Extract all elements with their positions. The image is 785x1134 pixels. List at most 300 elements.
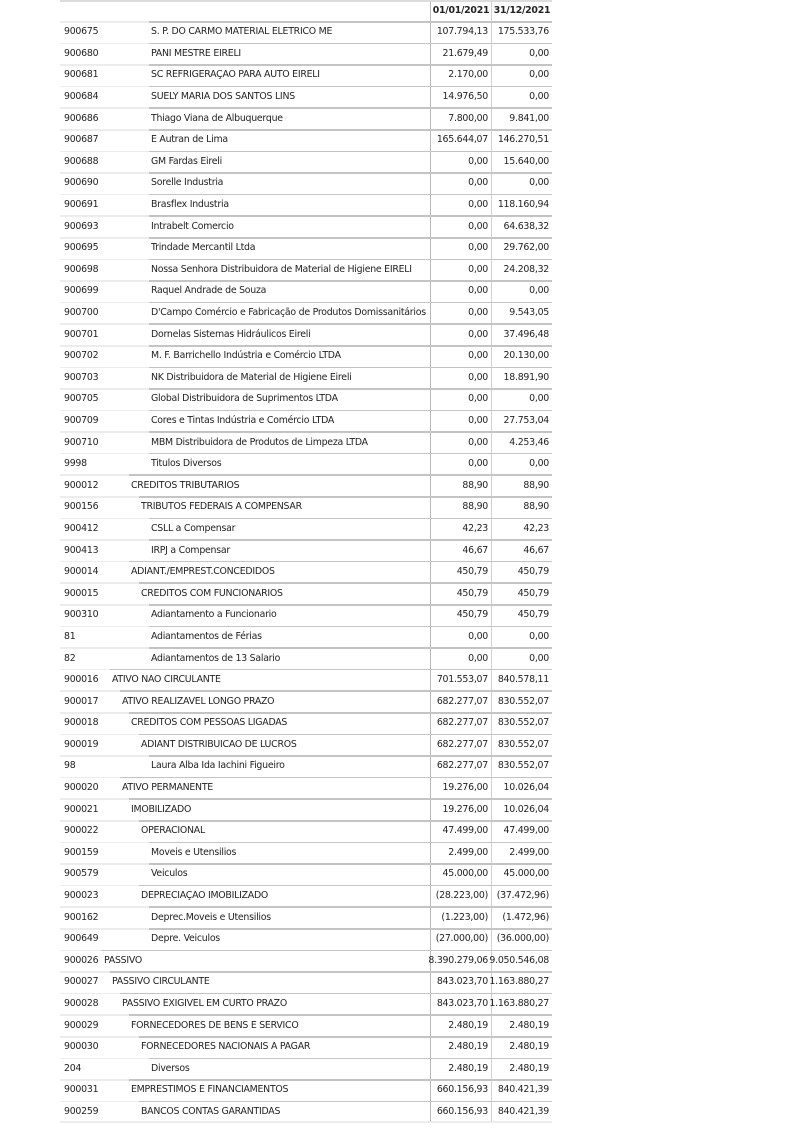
value-end: 450,79	[491, 582, 552, 604]
account-label: ATIVO NÃO CIRCULANTE	[112, 674, 221, 686]
table-row	[60, 1014, 552, 1036]
value-end: 29.762,00	[491, 237, 552, 259]
account-code: 900705	[64, 393, 99, 405]
value-end: 0,00	[491, 64, 552, 86]
value-end: 4.253,46	[491, 431, 552, 453]
row-separator	[139, 496, 552, 498]
table-row	[60, 410, 552, 432]
account-code: 900027	[64, 976, 99, 988]
value-start: (1.223,00)	[430, 906, 491, 928]
table-row	[60, 259, 552, 281]
account-code: 900028	[64, 998, 99, 1010]
account-code: 98	[64, 760, 76, 772]
account-label: GM Fardas Eireli	[151, 155, 223, 167]
value-start: 701.553,07	[430, 669, 491, 691]
value-end: 840.421,39	[491, 1101, 552, 1123]
row-separator	[149, 842, 552, 844]
table-row	[60, 755, 552, 777]
row-separator	[149, 194, 552, 196]
table-row	[60, 626, 552, 648]
header-date-start: 01/01/2021	[430, 0, 491, 21]
row-separator	[149, 1058, 552, 1060]
value-start: 843.023,70	[430, 971, 491, 993]
value-end: 24.208,32	[491, 259, 552, 281]
row-separator	[149, 323, 552, 325]
account-label: Global Distribuidora de Suprimentos LTDA	[151, 393, 338, 405]
value-end: 1.163.880,27	[491, 993, 552, 1015]
row-separator	[139, 1101, 552, 1103]
account-label: Raquel Andrade de Souza	[151, 285, 267, 297]
row-separator	[120, 993, 552, 995]
table-row	[60, 345, 552, 367]
row-separator	[149, 345, 552, 347]
value-end: 27.753,04	[491, 410, 552, 432]
value-end: 2.480,19	[491, 1058, 552, 1080]
row-separator	[129, 1014, 552, 1016]
row-separator	[149, 388, 552, 390]
account-code: 900693	[64, 220, 99, 232]
account-label: Adiantamentos de Férias	[151, 630, 262, 642]
table-row	[60, 172, 552, 194]
table-row	[60, 129, 552, 151]
value-start: 682.277,07	[430, 755, 491, 777]
value-start: 0,00	[430, 345, 491, 367]
table-row	[60, 842, 552, 864]
table-row	[60, 604, 552, 626]
value-start: 0,00	[430, 172, 491, 194]
table-row	[60, 194, 552, 216]
value-end: 9.841,00	[491, 107, 552, 129]
account-code: 900709	[64, 414, 99, 426]
value-end: 0,00	[491, 280, 552, 302]
row-separator	[149, 647, 552, 649]
account-code: 900680	[64, 47, 99, 59]
table-row	[60, 582, 552, 604]
account-label: ADIANT./EMPREST.CONCEDIDOS	[131, 566, 275, 578]
account-code: 900023	[64, 890, 99, 902]
table-row	[60, 323, 552, 345]
table-row	[60, 669, 552, 691]
row-separator	[149, 604, 552, 606]
value-end: 840.578,11	[491, 669, 552, 691]
table-row	[60, 151, 552, 173]
account-code: 900015	[64, 587, 99, 599]
table-row	[60, 1036, 552, 1058]
value-end: 450,79	[491, 561, 552, 583]
value-end: 0,00	[491, 626, 552, 648]
account-code: 900579	[64, 868, 99, 880]
value-start: 2.480,19	[430, 1014, 491, 1036]
account-code: 900412	[64, 522, 99, 534]
account-code: 900031	[64, 1084, 99, 1096]
account-label: Thiago Viana de Albuquerque	[151, 112, 283, 124]
account-label: Intrabelt Comercio	[151, 220, 234, 232]
value-end: 2.499,00	[491, 842, 552, 864]
account-label: IMOBILIZADO	[131, 803, 192, 815]
value-start: 0,00	[430, 647, 491, 669]
table-row	[60, 215, 552, 237]
value-start: 682.277,07	[430, 734, 491, 756]
account-label: BANCOS CONTAS GARANTIDAS	[141, 1105, 281, 1117]
value-start: 0,00	[430, 323, 491, 345]
account-code: 900695	[64, 242, 99, 254]
table-row	[60, 712, 552, 734]
row-separator	[149, 626, 552, 628]
account-label: CSLL a Compensar	[151, 522, 236, 534]
value-end: 0,00	[491, 647, 552, 669]
header-date-end: 31/12/2021	[491, 0, 552, 21]
row-separator	[149, 107, 552, 109]
account-label: ATIVO REALIZAVEL LONGO PRAZO	[122, 695, 275, 707]
value-end: 830.552,07	[491, 734, 552, 756]
value-end: 0,00	[491, 453, 552, 475]
account-label: Trindade Mercantil Ltda	[151, 242, 256, 254]
value-end: 0,00	[491, 43, 552, 65]
value-start: 0,00	[430, 626, 491, 648]
account-code: 900700	[64, 307, 99, 319]
table-row	[60, 777, 552, 799]
value-start: 0,00	[430, 453, 491, 475]
table-row	[60, 971, 552, 993]
account-label: S. P. DO CARMO MATERIAL ELETRICO ME	[151, 26, 333, 38]
account-code: 900675	[64, 26, 99, 38]
table-row	[60, 453, 552, 475]
account-code: 900701	[64, 328, 99, 340]
value-start: 88,90	[430, 474, 491, 496]
value-start: 682.277,07	[430, 712, 491, 734]
value-end: 175.533,76	[491, 21, 552, 43]
value-start: (28.223,00)	[430, 885, 491, 907]
value-start: 0,00	[430, 151, 491, 173]
table-body	[60, 21, 552, 1122]
value-end: 9.543,05	[491, 302, 552, 324]
account-code: 900691	[64, 199, 99, 211]
table-row	[60, 993, 552, 1015]
row-separator	[149, 64, 552, 66]
value-start: 19.276,00	[430, 798, 491, 820]
value-start: 660.156,93	[430, 1101, 491, 1123]
account-code: 900030	[64, 1041, 99, 1053]
value-start: 843.023,70	[430, 993, 491, 1015]
row-separator	[149, 129, 552, 131]
account-code: 900026	[64, 954, 99, 966]
value-end: 2.480,19	[491, 1014, 552, 1036]
account-code: 900684	[64, 91, 99, 103]
account-code: 9998	[64, 458, 87, 470]
account-code: 900702	[64, 350, 99, 362]
value-end: 1.163.880,27	[491, 971, 552, 993]
row-separator	[149, 86, 552, 88]
table-row	[60, 950, 552, 972]
row-separator	[139, 885, 552, 887]
row-separator	[149, 453, 552, 455]
table-row	[60, 388, 552, 410]
value-start: 0,00	[430, 388, 491, 410]
value-end: 20.130,00	[491, 345, 552, 367]
account-label: Laura Alba Ida Iachini Figueiro	[151, 760, 285, 772]
value-end: 450,79	[491, 604, 552, 626]
account-label: Depre. Veiculos	[151, 933, 220, 945]
value-start: 2.170,00	[430, 64, 491, 86]
value-end: 45.000,00	[491, 863, 552, 885]
account-code: 900710	[64, 436, 99, 448]
value-start: 7.800,00	[430, 107, 491, 129]
account-code: 900698	[64, 263, 99, 275]
account-label: Sorelle Industria	[151, 177, 224, 189]
table-row	[60, 820, 552, 842]
value-end: (36.000,00)	[491, 928, 552, 950]
table-row	[60, 107, 552, 129]
account-label: D'Campo Comércio e Fabricação de Produtos Domissanitários	[151, 307, 426, 319]
value-end: 830.552,07	[491, 712, 552, 734]
row-separator	[149, 172, 552, 174]
row-separator	[149, 259, 552, 261]
account-code: 900310	[64, 609, 99, 621]
value-start: 450,79	[430, 561, 491, 583]
row-separator	[149, 906, 552, 908]
table-row	[60, 928, 552, 950]
value-start: 2.480,19	[430, 1036, 491, 1058]
account-code: 900029	[64, 1019, 99, 1031]
value-end: 830.552,07	[491, 755, 552, 777]
row-separator	[149, 280, 552, 282]
value-end: 9.050.546,08	[491, 950, 552, 972]
table-row	[60, 496, 552, 518]
account-label: PANI MESTRE EIRELI	[151, 47, 241, 59]
value-start: 0,00	[430, 237, 491, 259]
table-row	[60, 302, 552, 324]
value-start: 450,79	[430, 582, 491, 604]
account-label: Nossa Senhora Distribuidora de Material de Higiene EIRELI	[151, 263, 412, 275]
account-code: 900686	[64, 112, 99, 124]
table-row	[60, 431, 552, 453]
account-code: 900687	[64, 134, 99, 146]
table-row	[60, 237, 552, 259]
value-start: (27.000,00)	[430, 928, 491, 950]
row-separator	[149, 237, 552, 239]
value-end: 64.638,32	[491, 215, 552, 237]
account-label: Adiantamento a Funcionario	[151, 609, 277, 621]
value-start: 660.156,93	[430, 1079, 491, 1101]
table-row	[60, 474, 552, 496]
value-end: 46,67	[491, 539, 552, 561]
table-row	[60, 561, 552, 583]
table-row	[60, 367, 552, 389]
value-start: 107.794,13	[430, 21, 491, 43]
account-label: ATIVO PERMANENTE	[122, 782, 213, 794]
value-start: 0,00	[430, 367, 491, 389]
value-end: 830.552,07	[491, 690, 552, 712]
account-label: Dornelas Sistemas Hidráulicos Eireli	[151, 328, 311, 340]
account-code: 900159	[64, 846, 99, 858]
table-row	[60, 43, 552, 65]
account-label: FORNECEDORES DE BENS E SERVICO	[131, 1019, 299, 1031]
value-start: 682.277,07	[430, 690, 491, 712]
table-row	[60, 798, 552, 820]
account-code: 900690	[64, 177, 99, 189]
account-label: Moveis e Utensilios	[151, 846, 237, 858]
account-code: 900021	[64, 803, 99, 815]
account-label: PASSIVO CIRCULANTE	[112, 976, 210, 988]
row-separator	[149, 43, 552, 45]
value-start: 0,00	[430, 302, 491, 324]
table-row	[60, 518, 552, 540]
value-end: 10.026,04	[491, 777, 552, 799]
value-start: 21.679,49	[430, 43, 491, 65]
value-end: 840.421,39	[491, 1079, 552, 1101]
value-end: 146.270,51	[491, 129, 552, 151]
row-separator	[129, 561, 552, 563]
account-code: 900259	[64, 1105, 99, 1117]
row-separator	[139, 1036, 552, 1038]
table-row	[60, 539, 552, 561]
account-code: 900703	[64, 371, 99, 383]
account-label: Deprec.Moveis e Utensilios	[151, 911, 271, 923]
account-label: E Autran de Lima	[151, 134, 228, 146]
account-code: 900699	[64, 285, 99, 297]
row-separator	[120, 690, 552, 692]
balance-sheet-table	[60, 0, 552, 1122]
account-code: 900019	[64, 738, 99, 750]
value-start: 450,79	[430, 604, 491, 626]
row-separator	[149, 302, 552, 304]
account-code: 900022	[64, 825, 99, 837]
value-end: (1.472,96)	[491, 906, 552, 928]
row-separator	[110, 971, 552, 973]
row-separator	[129, 1079, 552, 1081]
row-separator	[101, 950, 552, 952]
table-row	[60, 734, 552, 756]
account-label: CREDITOS COM FUNCIONARIOS	[141, 587, 283, 599]
row-separator	[149, 410, 552, 412]
account-label: Titulos Diversos	[151, 458, 222, 470]
account-label: PASSIVO	[104, 954, 143, 966]
account-code: 900688	[64, 155, 99, 167]
value-end: 88,90	[491, 474, 552, 496]
row-separator	[149, 151, 552, 153]
table-row	[60, 1101, 552, 1123]
row-separator	[149, 755, 552, 757]
account-code: 900162	[64, 911, 99, 923]
value-end: (37.472,96)	[491, 885, 552, 907]
account-code: 900649	[64, 933, 99, 945]
table-row	[60, 690, 552, 712]
row-separator	[129, 712, 552, 714]
table-row	[60, 647, 552, 669]
value-start: 42,23	[430, 518, 491, 540]
value-end: 15.640,00	[491, 151, 552, 173]
value-end: 118.160,94	[491, 194, 552, 216]
value-end: 0,00	[491, 172, 552, 194]
account-code: 900017	[64, 695, 99, 707]
value-end: 42,23	[491, 518, 552, 540]
table-row	[60, 885, 552, 907]
account-code: 900012	[64, 479, 99, 491]
row-separator	[149, 21, 552, 23]
value-end: 18.891,90	[491, 367, 552, 389]
row-separator	[110, 669, 552, 671]
account-label: Veiculos	[151, 868, 188, 880]
row-separator	[149, 863, 552, 865]
account-code: 900413	[64, 544, 99, 556]
value-start: 2.480,19	[430, 1058, 491, 1080]
account-label: SUELY MARIA DOS SANTOS LINS	[151, 91, 295, 103]
value-start: 0,00	[430, 194, 491, 216]
account-code: 900156	[64, 501, 99, 513]
account-label: M. F. Barrichello Indústria e Comércio LTDA	[151, 350, 341, 362]
row-separator	[149, 367, 552, 369]
table-row	[60, 21, 552, 43]
table-row	[60, 863, 552, 885]
table-header-row	[60, 0, 552, 21]
value-end: 10.026,04	[491, 798, 552, 820]
table-row	[60, 280, 552, 302]
account-label: FORNECEDORES NACIONAIS A PAGAR	[141, 1041, 311, 1053]
account-label: TRIBUTOS FEDERAIS A COMPENSAR	[141, 501, 302, 513]
row-separator	[149, 431, 552, 433]
table-row	[60, 86, 552, 108]
value-start: 0,00	[430, 215, 491, 237]
table-row	[60, 906, 552, 928]
value-start: 46,67	[430, 539, 491, 561]
row-separator	[149, 518, 552, 520]
value-start: 88,90	[430, 496, 491, 518]
account-label: Cores e Tintas Indústria e Comércio LTDA	[151, 414, 335, 426]
row-separator	[149, 928, 552, 930]
account-label: PASSIVO EXIGÍVEL EM CURTO PRAZO	[122, 998, 287, 1010]
account-code: 204	[64, 1062, 82, 1074]
row-separator	[149, 215, 552, 217]
value-start: 45.000,00	[430, 863, 491, 885]
account-code: 900018	[64, 717, 99, 729]
account-code: 900014	[64, 566, 99, 578]
account-label: CREDITOS COM PESSOAS LIGADAS	[131, 717, 288, 729]
account-label: Adiantamentos de 13 Salario	[151, 652, 281, 664]
value-end: 37.496,48	[491, 323, 552, 345]
account-code: 81	[64, 630, 76, 642]
value-start: 2.499,00	[430, 842, 491, 864]
account-label: SC REFRIGERAÇÃO PARA AUTO EIRELI	[151, 69, 320, 81]
account-label: MBM Distribuidora de Produtos de Limpeza LTDA	[151, 436, 368, 448]
account-label: EMPRÉSTIMOS E FINANCIAMENTOS	[131, 1084, 289, 1096]
account-code: 82	[64, 652, 76, 664]
value-start: 0,00	[430, 259, 491, 281]
row-separator	[149, 539, 552, 541]
table-row	[60, 64, 552, 86]
account-code: 900016	[64, 674, 99, 686]
value-start: 14.976,50	[430, 86, 491, 108]
row-separator	[129, 474, 552, 476]
value-start: 19.276,00	[430, 777, 491, 799]
value-start: 0,00	[430, 431, 491, 453]
row-separator	[139, 582, 552, 584]
account-label: IRPJ a Compensar	[151, 544, 230, 556]
account-label: Brasflex Industria	[151, 199, 229, 211]
account-code: 900681	[64, 69, 99, 81]
row-separator	[129, 798, 552, 800]
value-end: 0,00	[491, 388, 552, 410]
value-end: 2.480,19	[491, 1036, 552, 1058]
value-start: 165.644,07	[430, 129, 491, 151]
value-end: 88,90	[491, 496, 552, 518]
account-label: NK Distribuidora de Material de Higiene Eireli	[151, 371, 352, 383]
account-label: Diversos	[151, 1062, 190, 1074]
value-end: 47.499,00	[491, 820, 552, 842]
row-separator	[139, 734, 552, 736]
value-start: 8.390.279,06	[430, 950, 491, 972]
account-label: CREDITOS TRIBUTARIOS	[131, 479, 240, 491]
value-start: 47.499,00	[430, 820, 491, 842]
